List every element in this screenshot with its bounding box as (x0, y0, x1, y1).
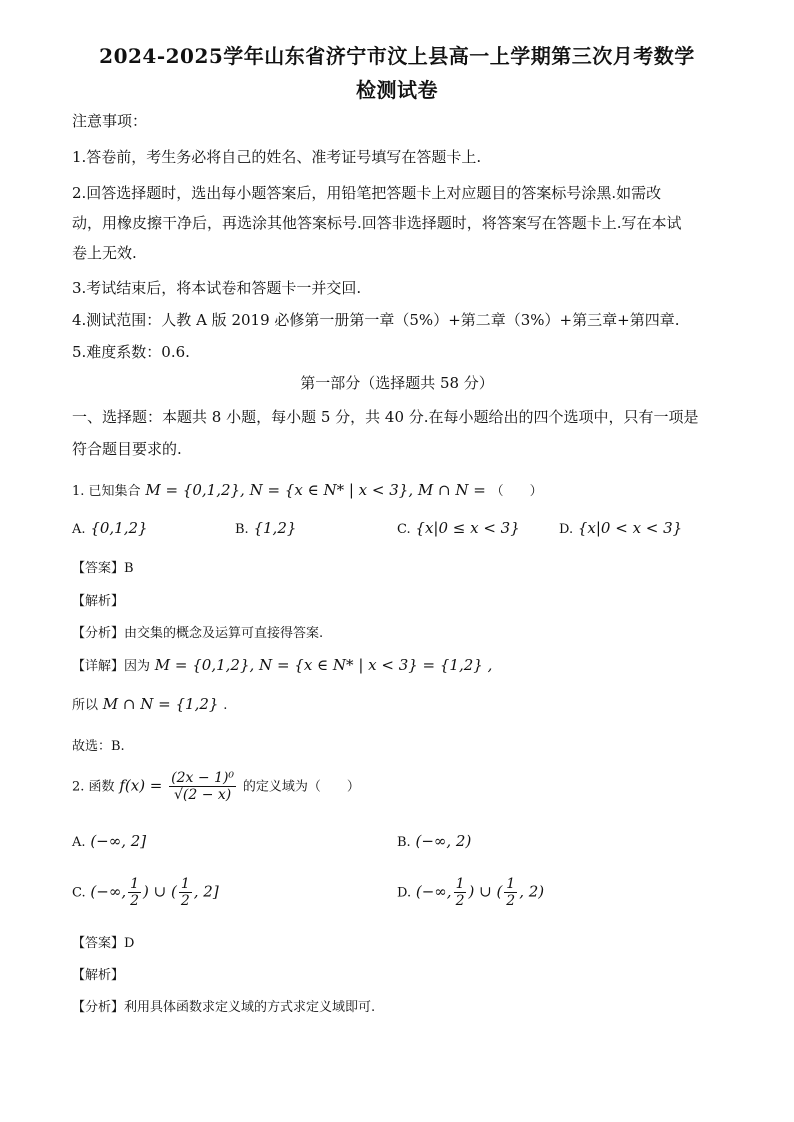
q1-detail (72, 655, 492, 674)
q2-option-d-half-1-num: 1 (455, 876, 465, 892)
q1-option-c (397, 519, 520, 537)
q2-fenxi: 【分析】利用具体函数求定义域的方式求定义域即可. (72, 1000, 376, 1015)
notes-heading: 注意事项： (72, 112, 148, 130)
q2-option-d-part3: , 2) (519, 882, 545, 901)
q2-option-c-half-1-num: 1 (130, 876, 140, 892)
question-2 (72, 770, 360, 803)
q1-conclusion (72, 694, 227, 713)
q1-prefix: 1. 已知集合 (72, 484, 141, 499)
q1-fenxi: 【分析】由交集的概念及运算可直接得答案. (72, 626, 324, 641)
q2-option-d (397, 876, 544, 909)
q1-expression: M = {0,1,2}, N = {x ∈ N* | x < 3}, M ∩ N = (145, 481, 486, 499)
q2-option-a (72, 832, 146, 850)
q1-option-d-value: {x|0 < x < 3} (577, 519, 683, 537)
q1-conclusion-prefix: 所以 (72, 698, 99, 713)
q2-option-d-label: D. (397, 885, 412, 901)
q2-option-d-half-1-den: 2 (455, 893, 465, 909)
note-item-2-line2: 动，用橡皮擦干净后，再选涂其他答案标号.回答非选择题时，将答案写在答题卡上.写在本试 (72, 214, 682, 232)
q1-option-b-label: B. (235, 522, 249, 537)
q2-prefix: 2. 函数 (72, 779, 115, 795)
note-item-4: 4.测试范围：人教 A 版 2019 必修第一册第一章（5%）+第二章（3%）+第三章+第四章. (72, 311, 680, 329)
part1-intro-line1: 一、选择题：本题共 8 小题，每小题 5 分，共 40 分.在每小题给出的四个选项中，只有一项是 (72, 408, 699, 426)
q2-fraction (169, 770, 236, 803)
q2-option-a-label: A. (72, 835, 86, 850)
q2-option-c-part1: (−∞, (90, 882, 127, 901)
q2-function-name: f(x) = (119, 776, 163, 795)
q1-conclusion-dot: . (223, 698, 228, 713)
q2-option-d-part2: ) ∪ ( (468, 882, 503, 901)
note-item-2-line3: 卷上无效. (72, 244, 137, 262)
q1-option-c-value: {x|0 ≤ x < 3} (415, 519, 520, 537)
q2-option-d-half-2-num: 1 (506, 876, 516, 892)
q2-answer: 【答案】D (72, 936, 135, 951)
q2-option-c-part2: ) ∪ ( (143, 882, 177, 901)
q2-denominator: √(2 − x) (173, 787, 232, 803)
q2-option-c-half-1-den: 2 (130, 893, 140, 909)
q2-option-a-value: (−∞, 2] (90, 832, 147, 850)
q1-option-c-label: C. (397, 522, 411, 537)
q1-option-b-value: {1,2} (253, 519, 297, 537)
q1-answer: 【答案】B (72, 561, 134, 576)
exam-title-line2: 检测试卷 (356, 78, 438, 102)
q2-option-c-half-2-den: 2 (180, 893, 190, 909)
q1-option-d (559, 519, 682, 537)
q1-option-a-value: {0,1,2} (90, 519, 148, 537)
q1-option-d-label: D. (559, 522, 574, 537)
q2-option-c-half-1 (128, 876, 141, 909)
q2-suffix: 的定义域为（ ） (242, 779, 360, 795)
q2-option-d-half-2-den: 2 (506, 893, 516, 909)
q2-option-c-label: C. (72, 885, 86, 901)
q2-option-d-half-1 (454, 876, 467, 909)
q1-detail-expression: M = {0,1,2}, N = {x ∈ N* | x < 3} = {1,2} , (154, 656, 493, 674)
q1-option-a (72, 519, 148, 537)
q2-option-c-half-2 (179, 876, 192, 909)
q2-analysis: 【解析】 (72, 968, 125, 983)
q2-option-d-half-2 (504, 876, 517, 909)
exam-title-line1: 2024-2025学年山东省济宁市汶上县高一上学期第三次月考数学 (99, 44, 695, 68)
note-item-3: 3.考试结束后，将本试卷和答题卡一并交回. (72, 279, 362, 297)
part1-intro-line2: 符合题目要求的. (72, 440, 182, 458)
q2-numerator: (2x − 1)⁰ (171, 770, 235, 786)
q1-option-a-label: A. (72, 522, 86, 537)
q2-option-b-value: (−∞, 2) (415, 832, 472, 850)
q1-detail-prefix: 【详解】因为 (72, 659, 151, 674)
q2-option-b-label: B. (397, 835, 411, 850)
question-1 (72, 480, 543, 499)
q2-option-c-half-2-num: 1 (180, 876, 190, 892)
part1-heading: 第一部分（选择题共 58 分） (300, 374, 494, 392)
q2-option-b (397, 832, 471, 850)
q1-conclusion-expression: M ∩ N = {1,2} (102, 695, 219, 713)
q2-option-c (72, 876, 219, 909)
note-item-2-line1: 2.回答选择题时，选出每小题答案后，用铅笔把答题卡上对应题目的答案标号涂黑.如需改 (72, 184, 662, 202)
q1-choice: 故选：B. (72, 739, 125, 754)
q1-analysis: 【解析】 (72, 594, 125, 609)
q2-option-d-part1: (−∞, (415, 882, 452, 901)
q1-option-b (235, 519, 296, 537)
q2-option-c-part3: , 2] (193, 882, 219, 901)
note-item-1: 1.答卷前，考生务必将自己的姓名、准考证号填写在答题卡上. (72, 148, 482, 166)
note-item-5: 5.难度系数：0.6. (72, 343, 190, 361)
q1-answer-paren: （ ） (490, 484, 543, 499)
